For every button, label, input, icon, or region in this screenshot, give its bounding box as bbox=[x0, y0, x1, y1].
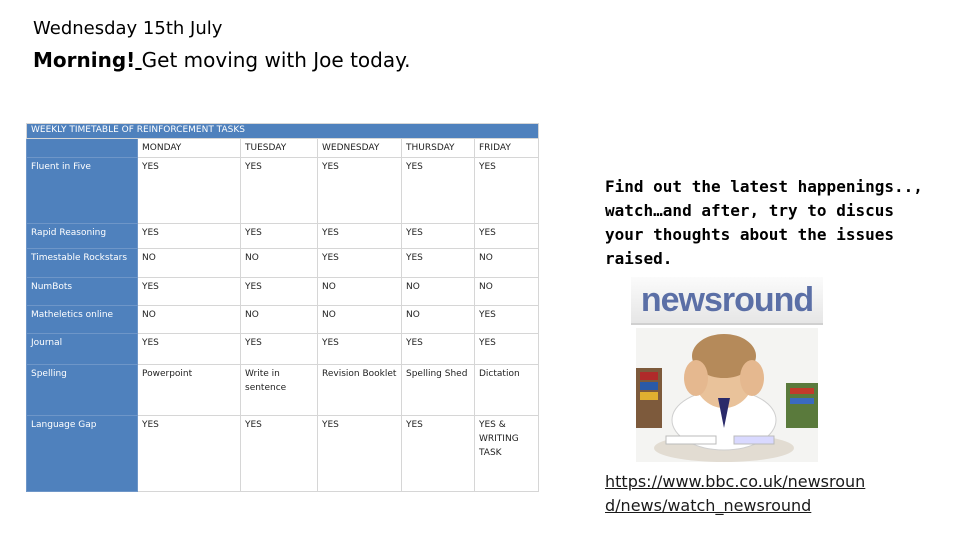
task-cell: YES bbox=[241, 333, 318, 364]
task-cell: YES bbox=[241, 224, 318, 249]
task-cell: NO bbox=[402, 278, 475, 306]
newsround-link[interactable]: https://www.bbc.co.uk/newsround/news/watch_newsround bbox=[605, 472, 866, 515]
day-header: FRIDAY bbox=[475, 138, 539, 158]
table-row bbox=[27, 278, 539, 306]
date-heading: Wednesday 15th July bbox=[33, 18, 223, 39]
task-cell: YES bbox=[241, 278, 318, 306]
task-cell: NO bbox=[475, 249, 539, 278]
day-header: MONDAY bbox=[138, 138, 241, 158]
newsround-logo bbox=[631, 277, 823, 325]
task-cell: YES bbox=[402, 224, 475, 249]
task-cell: YES bbox=[318, 415, 402, 491]
logo-text: newsround bbox=[640, 280, 814, 319]
header-corner bbox=[27, 138, 138, 158]
task-cell: YES bbox=[475, 306, 539, 333]
task-name: Journal bbox=[27, 333, 138, 364]
task-cell: YES bbox=[318, 249, 402, 278]
task-cell: Spelling Shed bbox=[402, 364, 475, 415]
child-studying-image bbox=[636, 328, 818, 462]
title-text: Get moving with Joe today. bbox=[141, 48, 411, 72]
table-row bbox=[27, 306, 539, 333]
table-row bbox=[27, 364, 539, 415]
task-cell: NO bbox=[402, 306, 475, 333]
task-cell: NO bbox=[241, 306, 318, 333]
task-cell: Revision Booklet bbox=[318, 364, 402, 415]
task-name: Matheletics online bbox=[27, 306, 138, 333]
day-header: THURSDAY bbox=[402, 138, 475, 158]
timetable bbox=[26, 123, 539, 492]
task-cell: NO bbox=[138, 306, 241, 333]
task-cell: YES bbox=[138, 278, 241, 306]
task-cell: YES bbox=[475, 158, 539, 224]
day-header: WEDNESDAY bbox=[318, 138, 402, 158]
task-cell: YES bbox=[138, 158, 241, 224]
timetable-title: WEEKLY TIMETABLE OF REINFORCEMENT TASKS bbox=[27, 124, 539, 139]
task-cell: YES bbox=[318, 224, 402, 249]
task-name: NumBots bbox=[27, 278, 138, 306]
page-title bbox=[33, 48, 410, 72]
task-cell: YES bbox=[318, 333, 402, 364]
table-row bbox=[27, 333, 539, 364]
newsround-instructions: Find out the latest happenings.., watch…and after, try to discus your thoughts about the issues raised. bbox=[605, 177, 923, 268]
task-cell: NO bbox=[241, 249, 318, 278]
task-name: Fluent in Five bbox=[27, 158, 138, 224]
table-row bbox=[27, 249, 539, 278]
task-cell: YES bbox=[475, 333, 539, 364]
task-name: Timestable Rockstars bbox=[27, 249, 138, 278]
title-greeting: Morning! bbox=[33, 48, 136, 72]
task-cell: NO bbox=[138, 249, 241, 278]
task-cell: Dictation bbox=[475, 364, 539, 415]
task-cell: YES bbox=[241, 158, 318, 224]
timetable-body bbox=[27, 158, 539, 492]
task-cell: YES & WRITING TASK bbox=[475, 415, 539, 491]
table-row bbox=[27, 224, 539, 249]
task-name: Spelling bbox=[27, 364, 138, 415]
task-cell: YES bbox=[402, 415, 475, 491]
task-cell: YES bbox=[402, 158, 475, 224]
day-header: TUESDAY bbox=[241, 138, 318, 158]
task-cell: YES bbox=[138, 415, 241, 491]
task-cell: YES bbox=[402, 333, 475, 364]
task-cell: YES bbox=[475, 224, 539, 249]
task-cell: YES bbox=[318, 158, 402, 224]
task-cell: NO bbox=[475, 278, 539, 306]
task-cell: YES bbox=[138, 333, 241, 364]
task-cell: YES bbox=[402, 249, 475, 278]
task-cell: YES bbox=[241, 415, 318, 491]
task-cell: YES bbox=[138, 224, 241, 249]
task-cell: Powerpoint bbox=[138, 364, 241, 415]
task-cell: NO bbox=[318, 278, 402, 306]
task-cell: Write in sentence bbox=[241, 364, 318, 415]
table-row bbox=[27, 415, 539, 491]
table-row bbox=[27, 158, 539, 224]
task-name: Rapid Reasoning bbox=[27, 224, 138, 249]
task-name: Language Gap bbox=[27, 415, 138, 491]
task-cell: NO bbox=[318, 306, 402, 333]
